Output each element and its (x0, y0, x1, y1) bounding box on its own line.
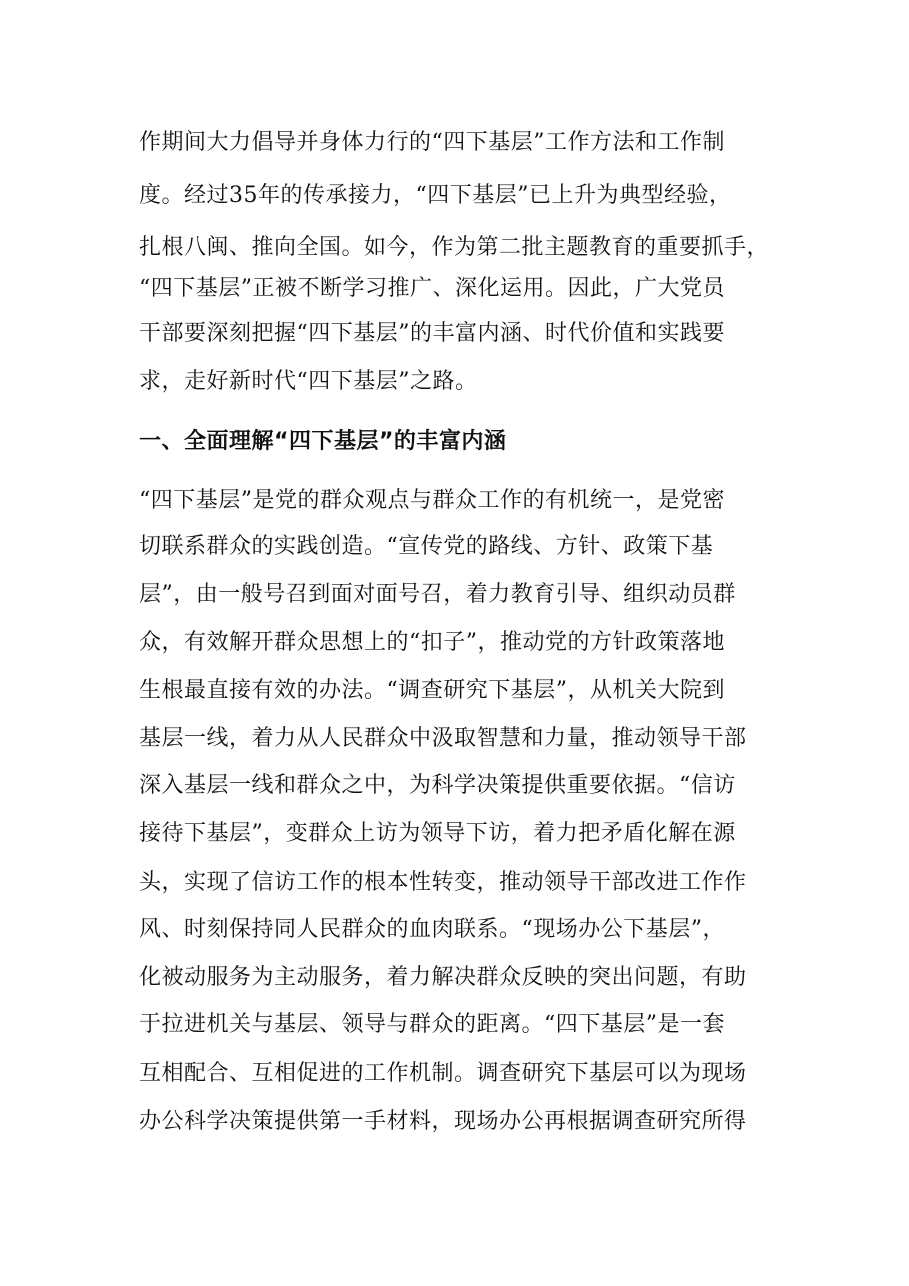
paragraph-line: 化被动服务为主动服务，着力解决群众反映的突出问题，有助 (139, 965, 747, 990)
paragraph-line: 切联系群众的实践创造。“宣传党的路线、方针、政策下基 (139, 534, 714, 559)
paragraph-line: 基层一线，着力从人民群众中汲取智慧和力量，推动领导干部 (139, 726, 747, 751)
paragraph-line: 众，有效解开群众思想上的“扣子”，推动党的方针政策落地 (139, 630, 725, 655)
paragraph-line: 层”，由一般号召到面对面号召，着力教育引导、组织动员群 (139, 582, 736, 607)
paragraph-line: 求，走好新时代“四下基层”之路。 (139, 369, 478, 394)
paragraph-line: 办公科学决策提供第一手材料，现场办公再根据调查研究所得 (139, 1109, 747, 1134)
paragraph-line: 干部要深刻把握“四下基层”的丰富内涵、时代价值和实践要 (139, 321, 725, 346)
section-heading: 一、全面理解“四下基层”的丰富内涵 (139, 429, 507, 454)
paragraph-line: 头，实现了信访工作的根本性转变，推动领导干部改进工作作 (139, 870, 747, 895)
paragraph-line: 互相配合、互相促进的工作机制。调查研究下基层可以为现场 (139, 1061, 747, 1086)
paragraph-line: 接待下基层”，变群众上访为领导下访，着力把矛盾化解在源 (139, 821, 736, 846)
paragraph-line: 作期间大力倡导并身体力行的“四下基层”工作方法和工作制 (139, 130, 725, 155)
paragraph-line: 于拉进机关与基层、领导与群众的距离。“四下基层”是一套 (139, 1012, 725, 1037)
paragraph-line: 扎根八闽、推向全国。如今，作为第二批主题教育的重要抓手， (139, 235, 770, 260)
paragraph-line: 深入基层一线和群众之中，为科学决策提供重要依据。“信访 (139, 773, 736, 798)
paragraph-line: 生根最直接有效的办法。“调查研究下基层”，从机关大院到 (139, 678, 725, 703)
paragraph-line: “四下基层”是党的群众观点与群众工作的有机统一，是党密 (139, 488, 725, 513)
paragraph-line: 风、时刻保持同人民群众的血肉联系。“现场办公下基层”， (139, 917, 725, 942)
paragraph-line: “四下基层”正被不断学习推广、深化运用。因此，广大党员 (139, 276, 725, 301)
paragraph-line: 度。经过35年的传承接力，“四下基层”已上升为典型经验， (139, 183, 732, 208)
